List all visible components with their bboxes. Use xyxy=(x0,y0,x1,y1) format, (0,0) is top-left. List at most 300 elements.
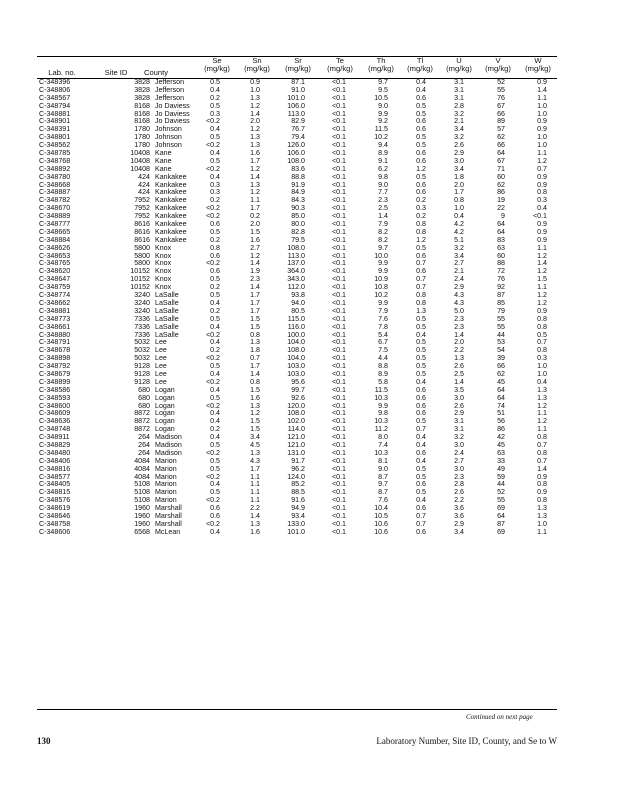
v-cell: 86 xyxy=(497,425,505,434)
sr-cell: 106.0 xyxy=(287,149,305,158)
v-cell: 72 xyxy=(497,267,505,276)
sn-cell: 1.3 xyxy=(250,401,260,410)
th-cell: 10.2 xyxy=(374,291,388,300)
tl-cell: 0.6 xyxy=(416,448,426,457)
v-cell: 44 xyxy=(497,330,505,339)
sr-cell: 91.9 xyxy=(291,180,305,189)
lab-no-cell: C-348391 xyxy=(39,125,71,134)
u-cell: 2.2 xyxy=(454,346,464,355)
th-cell: 10.9 xyxy=(374,275,388,284)
lab-no-cell: C-348892 xyxy=(39,164,71,173)
th-cell: 7.9 xyxy=(378,306,388,315)
county-cell: Lee xyxy=(155,338,167,347)
sn-cell: 1.1 xyxy=(250,488,260,497)
sr-cell: 104.0 xyxy=(287,354,305,363)
th-cell: 9.7 xyxy=(378,243,388,252)
w-cell: 1.2 xyxy=(537,267,547,276)
site-id-cell: 5800 xyxy=(134,259,150,268)
county-cell: Johnson xyxy=(155,125,182,134)
tl-cell: 0.7 xyxy=(416,259,426,268)
county-cell: Lee xyxy=(155,369,167,378)
county-cell: Jefferson xyxy=(155,78,185,86)
se-cell: 0.3 xyxy=(210,180,220,189)
sn-cell: 1.1 xyxy=(250,196,260,205)
te-cell: <0.1 xyxy=(331,527,346,536)
county-cell: Knox xyxy=(155,243,172,252)
te-cell: <0.1 xyxy=(331,385,346,394)
site-id-cell: 3240 xyxy=(134,298,150,307)
county-cell: Kankakee xyxy=(155,204,187,213)
se-cell: 0.5 xyxy=(210,133,220,142)
th-cell: 9.2 xyxy=(378,117,388,126)
te-cell: <0.1 xyxy=(331,377,346,386)
lab-no-cell: C-348889 xyxy=(39,212,71,221)
u-cell: 3.2 xyxy=(454,433,464,442)
te-cell: <0.1 xyxy=(331,488,346,497)
sn-cell: 1.2 xyxy=(250,409,260,418)
county-cell: Kane xyxy=(155,164,172,173)
lab-no-cell: C-348759 xyxy=(39,283,71,292)
v-cell: 53 xyxy=(497,338,505,347)
sr-cell: 120.0 xyxy=(287,401,305,410)
u-cell: 2.2 xyxy=(454,496,464,505)
sn-cell: 0.8 xyxy=(250,330,260,339)
county-cell: Kankakee xyxy=(155,188,187,197)
w-cell: 1.1 xyxy=(537,93,547,102)
lab-no-cell: C-348620 xyxy=(39,267,71,276)
w-cell: 1.1 xyxy=(537,409,547,418)
county-cell: Marshall xyxy=(155,519,182,528)
sn-cell: 0.9 xyxy=(250,78,260,86)
sn-cell: 1.7 xyxy=(250,204,260,213)
u-cell: 1.8 xyxy=(454,172,464,181)
v-cell: 64 xyxy=(497,149,505,158)
tl-cell: 0.5 xyxy=(416,472,426,481)
sn-cell: 2.2 xyxy=(250,504,260,513)
u-cell: 2.9 xyxy=(454,409,464,418)
sn-cell: 1.5 xyxy=(250,417,260,426)
tl-cell: 0.4 xyxy=(416,456,426,465)
lab-no-cell: C-348626 xyxy=(39,243,71,252)
site-id-cell: 1960 xyxy=(134,511,150,520)
th-cell: 8.2 xyxy=(378,227,388,236)
sn-cell: 1.7 xyxy=(250,464,260,473)
header-th: Th (mg/kg) xyxy=(368,56,394,73)
w-cell: 0.9 xyxy=(537,220,547,229)
county-cell: Jo Daviess xyxy=(155,109,190,118)
se-cell: 0.4 xyxy=(210,298,220,307)
se-cell: 0.5 xyxy=(210,456,220,465)
site-id-cell: 8616 xyxy=(134,227,150,236)
sr-cell: 88.5 xyxy=(291,488,305,497)
tl-cell: 0.5 xyxy=(416,354,426,363)
th-cell: 10.6 xyxy=(374,527,388,536)
site-id-cell: 264 xyxy=(138,448,150,457)
lab-no-cell: C-348780 xyxy=(39,172,71,181)
v-cell: 66 xyxy=(497,109,505,118)
site-id-cell: 10152 xyxy=(130,275,150,284)
th-cell: 9.4 xyxy=(378,141,388,150)
th-cell: 11.5 xyxy=(374,385,388,394)
th-cell: 6.2 xyxy=(378,164,388,173)
te-cell: <0.1 xyxy=(331,212,346,221)
tl-cell: 0.5 xyxy=(416,417,426,426)
lab-no-cell: C-348396 xyxy=(39,78,71,86)
w-cell: 0.9 xyxy=(537,172,547,181)
lab-no-cell: C-348806 xyxy=(39,85,71,94)
county-cell: Marion xyxy=(155,488,177,497)
county-cell: Logan xyxy=(155,425,175,434)
county-cell: Johnson xyxy=(155,141,182,150)
county-cell: Lee xyxy=(155,377,167,386)
sr-cell: 102.0 xyxy=(287,417,305,426)
se-cell: 0.4 xyxy=(210,149,220,158)
te-cell: <0.1 xyxy=(331,362,346,371)
site-id-cell: 5800 xyxy=(134,243,150,252)
te-cell: <0.1 xyxy=(331,330,346,339)
u-cell: 3.0 xyxy=(454,393,464,402)
se-cell: 0.2 xyxy=(210,425,220,434)
th-cell: 10.3 xyxy=(374,448,388,457)
v-cell: 76 xyxy=(497,93,505,102)
sr-cell: 84.3 xyxy=(291,196,305,205)
u-cell: 4.2 xyxy=(454,220,464,229)
w-cell: 0.3 xyxy=(537,354,547,363)
sn-cell: 1.2 xyxy=(250,251,260,260)
county-cell: Lee xyxy=(155,362,167,371)
county-cell: McLean xyxy=(155,527,181,536)
se-cell: <0.2 xyxy=(205,496,220,505)
u-cell: 2.4 xyxy=(454,448,464,457)
lab-no-cell: C-348880 xyxy=(39,330,71,339)
sn-cell: 1.2 xyxy=(250,188,260,197)
se-cell: <0.2 xyxy=(205,212,220,221)
v-cell: 55 xyxy=(497,322,505,331)
te-cell: <0.1 xyxy=(331,354,346,363)
v-cell: 85 xyxy=(497,298,505,307)
u-cell: 2.7 xyxy=(454,259,464,268)
header-se: Se (mg/kg) xyxy=(204,56,230,73)
sn-cell: 3.4 xyxy=(250,433,260,442)
tl-cell: 0.6 xyxy=(416,125,426,134)
v-cell: 59 xyxy=(497,472,505,481)
u-cell: 3.2 xyxy=(454,109,464,118)
sr-cell: 106.0 xyxy=(287,101,305,110)
v-cell: 87 xyxy=(497,519,505,528)
site-id-cell: 424 xyxy=(138,188,150,197)
sr-cell: 104.0 xyxy=(287,338,305,347)
sn-cell: 2.3 xyxy=(250,275,260,284)
te-cell: <0.1 xyxy=(331,227,346,236)
sr-cell: 91.0 xyxy=(291,85,305,94)
tl-cell: 0.6 xyxy=(416,504,426,513)
w-cell: 1.4 xyxy=(537,85,547,94)
site-id-cell: 5108 xyxy=(134,488,150,497)
sn-cell: 1.3 xyxy=(250,141,260,150)
tl-cell: 0.5 xyxy=(416,141,426,150)
v-cell: 79 xyxy=(497,306,505,315)
th-cell: 10.4 xyxy=(374,504,388,513)
sr-cell: 93.4 xyxy=(291,511,305,520)
lab-no-cell: C-348792 xyxy=(39,362,71,371)
sr-cell: 93.8 xyxy=(291,291,305,300)
sn-cell: 1.3 xyxy=(250,448,260,457)
tl-cell: 0.5 xyxy=(416,243,426,252)
w-cell: 1.0 xyxy=(537,519,547,528)
site-id-cell: 3240 xyxy=(134,306,150,315)
v-cell: 64 xyxy=(497,511,505,520)
se-cell: <0.2 xyxy=(205,164,220,173)
w-cell: 1.4 xyxy=(537,259,547,268)
se-cell: <0.2 xyxy=(205,117,220,126)
header-te: Te (mg/kg) xyxy=(327,56,353,73)
u-cell: 0.8 xyxy=(454,196,464,205)
sr-cell: 92.6 xyxy=(291,393,305,402)
site-id-cell: 3828 xyxy=(134,85,150,94)
county-cell: Knox xyxy=(155,283,172,292)
sn-cell: 1.4 xyxy=(250,109,260,118)
u-cell: 4.2 xyxy=(454,227,464,236)
v-cell: 54 xyxy=(497,346,505,355)
te-cell: <0.1 xyxy=(331,275,346,284)
sn-cell: 1.1 xyxy=(250,480,260,489)
sr-cell: 108.0 xyxy=(287,156,305,165)
site-id-cell: 5032 xyxy=(134,338,150,347)
site-id-cell: 424 xyxy=(138,172,150,181)
se-cell: 0.2 xyxy=(210,196,220,205)
te-cell: <0.1 xyxy=(331,101,346,110)
header-sn: Sn (mg/kg) xyxy=(244,56,270,73)
lab-no-cell: C-348801 xyxy=(39,133,71,142)
sn-cell: 1.6 xyxy=(250,149,260,158)
sn-cell: 1.5 xyxy=(250,322,260,331)
county-cell: Kankakee xyxy=(155,227,187,236)
th-cell: 11.2 xyxy=(374,425,388,434)
w-cell: 1.5 xyxy=(537,275,547,284)
te-cell: <0.1 xyxy=(331,149,346,158)
lab-no-cell: C-348881 xyxy=(39,109,71,118)
te-cell: <0.1 xyxy=(331,204,346,213)
county-cell: LaSalle xyxy=(155,314,179,323)
v-cell: 62 xyxy=(497,369,505,378)
sr-cell: 91.7 xyxy=(291,456,305,465)
lab-no-cell: C-348768 xyxy=(39,156,71,165)
site-id-cell: 8872 xyxy=(134,409,150,418)
header-county: County xyxy=(143,68,169,77)
tl-cell: 0.8 xyxy=(416,298,426,307)
se-cell: 0.2 xyxy=(210,235,220,244)
th-cell: 7.9 xyxy=(378,220,388,229)
sr-cell: 121.0 xyxy=(287,433,305,442)
tl-cell: 0.5 xyxy=(416,172,426,181)
tl-cell: 0.6 xyxy=(416,251,426,260)
u-cell: 3.6 xyxy=(454,511,464,520)
v-cell: 51 xyxy=(497,409,505,418)
se-cell: 0.4 xyxy=(210,125,220,134)
v-cell: 45 xyxy=(497,377,505,386)
th-cell: 7.6 xyxy=(378,496,388,505)
sr-cell: 121.0 xyxy=(287,440,305,449)
tl-cell: 0.5 xyxy=(416,488,426,497)
site-id-cell: 4084 xyxy=(134,456,150,465)
county-cell: Marion xyxy=(155,480,177,489)
county-cell: Kankakee xyxy=(155,212,187,221)
sn-cell: 1.4 xyxy=(250,369,260,378)
sn-cell: 1.5 xyxy=(250,314,260,323)
tl-cell: 0.3 xyxy=(416,204,426,213)
lab-no-cell: C-348765 xyxy=(39,259,71,268)
sr-cell: 103.0 xyxy=(287,362,305,371)
v-cell: 92 xyxy=(497,283,505,292)
sr-cell: 83.6 xyxy=(291,164,305,173)
tl-cell: 0.4 xyxy=(416,440,426,449)
sr-cell: 94.0 xyxy=(291,298,305,307)
u-cell: 3.0 xyxy=(454,156,464,165)
site-id-cell: 7336 xyxy=(134,314,150,323)
te-cell: <0.1 xyxy=(331,267,346,276)
county-cell: Jefferson xyxy=(155,85,185,94)
site-id-cell: 8616 xyxy=(134,220,150,229)
v-cell: 45 xyxy=(497,440,505,449)
w-cell: 0.8 xyxy=(537,314,547,323)
v-cell: 86 xyxy=(497,188,505,197)
county-cell: Marion xyxy=(155,456,177,465)
se-cell: <0.2 xyxy=(205,401,220,410)
tl-cell: 0.5 xyxy=(416,133,426,142)
tl-cell: 0.6 xyxy=(416,385,426,394)
v-cell: 69 xyxy=(497,527,505,536)
te-cell: <0.1 xyxy=(331,425,346,434)
tl-cell: 0.4 xyxy=(416,85,426,94)
te-cell: <0.1 xyxy=(331,133,346,142)
te-cell: <0.1 xyxy=(331,464,346,473)
lab-no-cell: C-348679 xyxy=(39,369,71,378)
county-cell: Knox xyxy=(155,251,172,260)
sr-cell: 80.0 xyxy=(291,220,305,229)
th-cell: 10.6 xyxy=(374,519,388,528)
u-cell: 3.0 xyxy=(454,440,464,449)
th-cell: 9.7 xyxy=(378,480,388,489)
se-cell: 0.5 xyxy=(210,362,220,371)
sr-cell: 79.5 xyxy=(291,235,305,244)
sr-cell: 82.8 xyxy=(291,227,305,236)
sn-cell: 1.1 xyxy=(250,472,260,481)
w-cell: 1.1 xyxy=(537,527,547,536)
th-cell: 9.8 xyxy=(378,409,388,418)
se-cell: 0.6 xyxy=(210,511,220,520)
lab-no-cell: C-348406 xyxy=(39,456,71,465)
county-cell: Logan xyxy=(155,393,175,402)
se-cell: <0.2 xyxy=(205,448,220,457)
u-cell: 3.0 xyxy=(454,464,464,473)
se-cell: <0.2 xyxy=(205,354,220,363)
w-cell: 0.8 xyxy=(537,346,547,355)
w-cell: 0.8 xyxy=(537,480,547,489)
tl-cell: 1.3 xyxy=(416,306,426,315)
county-cell: Madison xyxy=(155,448,182,457)
lab-no-cell: C-348773 xyxy=(39,314,71,323)
w-cell: 0.9 xyxy=(537,125,547,134)
sr-cell: 113.0 xyxy=(287,251,305,260)
lab-no-cell: C-348576 xyxy=(39,496,71,505)
th-cell: 10.2 xyxy=(374,133,388,142)
county-cell: Lee xyxy=(155,346,167,355)
v-cell: 56 xyxy=(497,417,505,426)
u-cell: 2.8 xyxy=(454,101,464,110)
site-id-cell: 7336 xyxy=(134,322,150,331)
th-cell: 9.0 xyxy=(378,180,388,189)
sn-cell: 1.4 xyxy=(250,511,260,520)
site-id-cell: 8616 xyxy=(134,235,150,244)
se-cell: 0.5 xyxy=(210,275,220,284)
site-id-cell: 8168 xyxy=(134,101,150,110)
county-cell: Knox xyxy=(155,259,172,268)
v-cell: 66 xyxy=(497,362,505,371)
sr-cell: 133.0 xyxy=(287,519,305,528)
sn-cell: 1.2 xyxy=(250,101,260,110)
te-cell: <0.1 xyxy=(331,433,346,442)
lab-no-cell: C-348785 xyxy=(39,149,71,158)
u-cell: 3.1 xyxy=(454,78,464,86)
county-cell: Jo Daviess xyxy=(155,101,190,110)
lab-no-cell: C-348661 xyxy=(39,322,71,331)
v-cell: 67 xyxy=(497,156,505,165)
w-cell: 0.9 xyxy=(537,180,547,189)
u-cell: 2.6 xyxy=(454,488,464,497)
lab-no-cell: C-348911 xyxy=(39,433,70,442)
sn-cell: 1.3 xyxy=(250,93,260,102)
site-id-cell: 9128 xyxy=(134,377,150,386)
lab-no-cell: C-348600 xyxy=(39,401,71,410)
site-id-cell: 8872 xyxy=(134,417,150,426)
lab-no-cell: C-348646 xyxy=(39,511,71,520)
tl-cell: 0.6 xyxy=(416,93,426,102)
te-cell: <0.1 xyxy=(331,164,346,173)
site-id-cell: 10408 xyxy=(130,156,150,165)
lab-no-cell: C-348668 xyxy=(39,180,71,189)
county-cell: Marshall xyxy=(155,504,182,513)
v-cell: 62 xyxy=(497,133,505,142)
lab-no-cell: C-348577 xyxy=(39,472,71,481)
sn-cell: 0.8 xyxy=(250,377,260,386)
county-cell: Logan xyxy=(155,385,175,394)
site-id-cell: 7952 xyxy=(134,196,150,205)
th-cell: 5.8 xyxy=(378,377,388,386)
te-cell: <0.1 xyxy=(331,346,346,355)
th-cell: 9.9 xyxy=(378,259,388,268)
tl-cell: 0.6 xyxy=(416,267,426,276)
w-cell: 1.1 xyxy=(537,149,547,158)
tl-cell: 1.2 xyxy=(416,164,426,173)
w-cell: 1.2 xyxy=(537,251,547,260)
tl-cell: 0.6 xyxy=(416,180,426,189)
th-cell: 9.9 xyxy=(378,267,388,276)
se-cell: <0.2 xyxy=(205,472,220,481)
u-cell: 5.0 xyxy=(454,306,464,315)
u-cell: 3.5 xyxy=(454,385,464,394)
tl-cell: 0.4 xyxy=(416,377,426,386)
se-cell: 0.4 xyxy=(210,385,220,394)
th-cell: 7.5 xyxy=(378,346,388,355)
te-cell: <0.1 xyxy=(331,496,346,505)
county-cell: Kane xyxy=(155,149,172,158)
site-id-cell: 5032 xyxy=(134,354,150,363)
th-cell: 1.4 xyxy=(378,212,388,221)
site-id-cell: 1780 xyxy=(134,133,150,142)
te-cell: <0.1 xyxy=(331,504,346,513)
te-cell: <0.1 xyxy=(331,448,346,457)
tl-cell: 0.5 xyxy=(416,362,426,371)
